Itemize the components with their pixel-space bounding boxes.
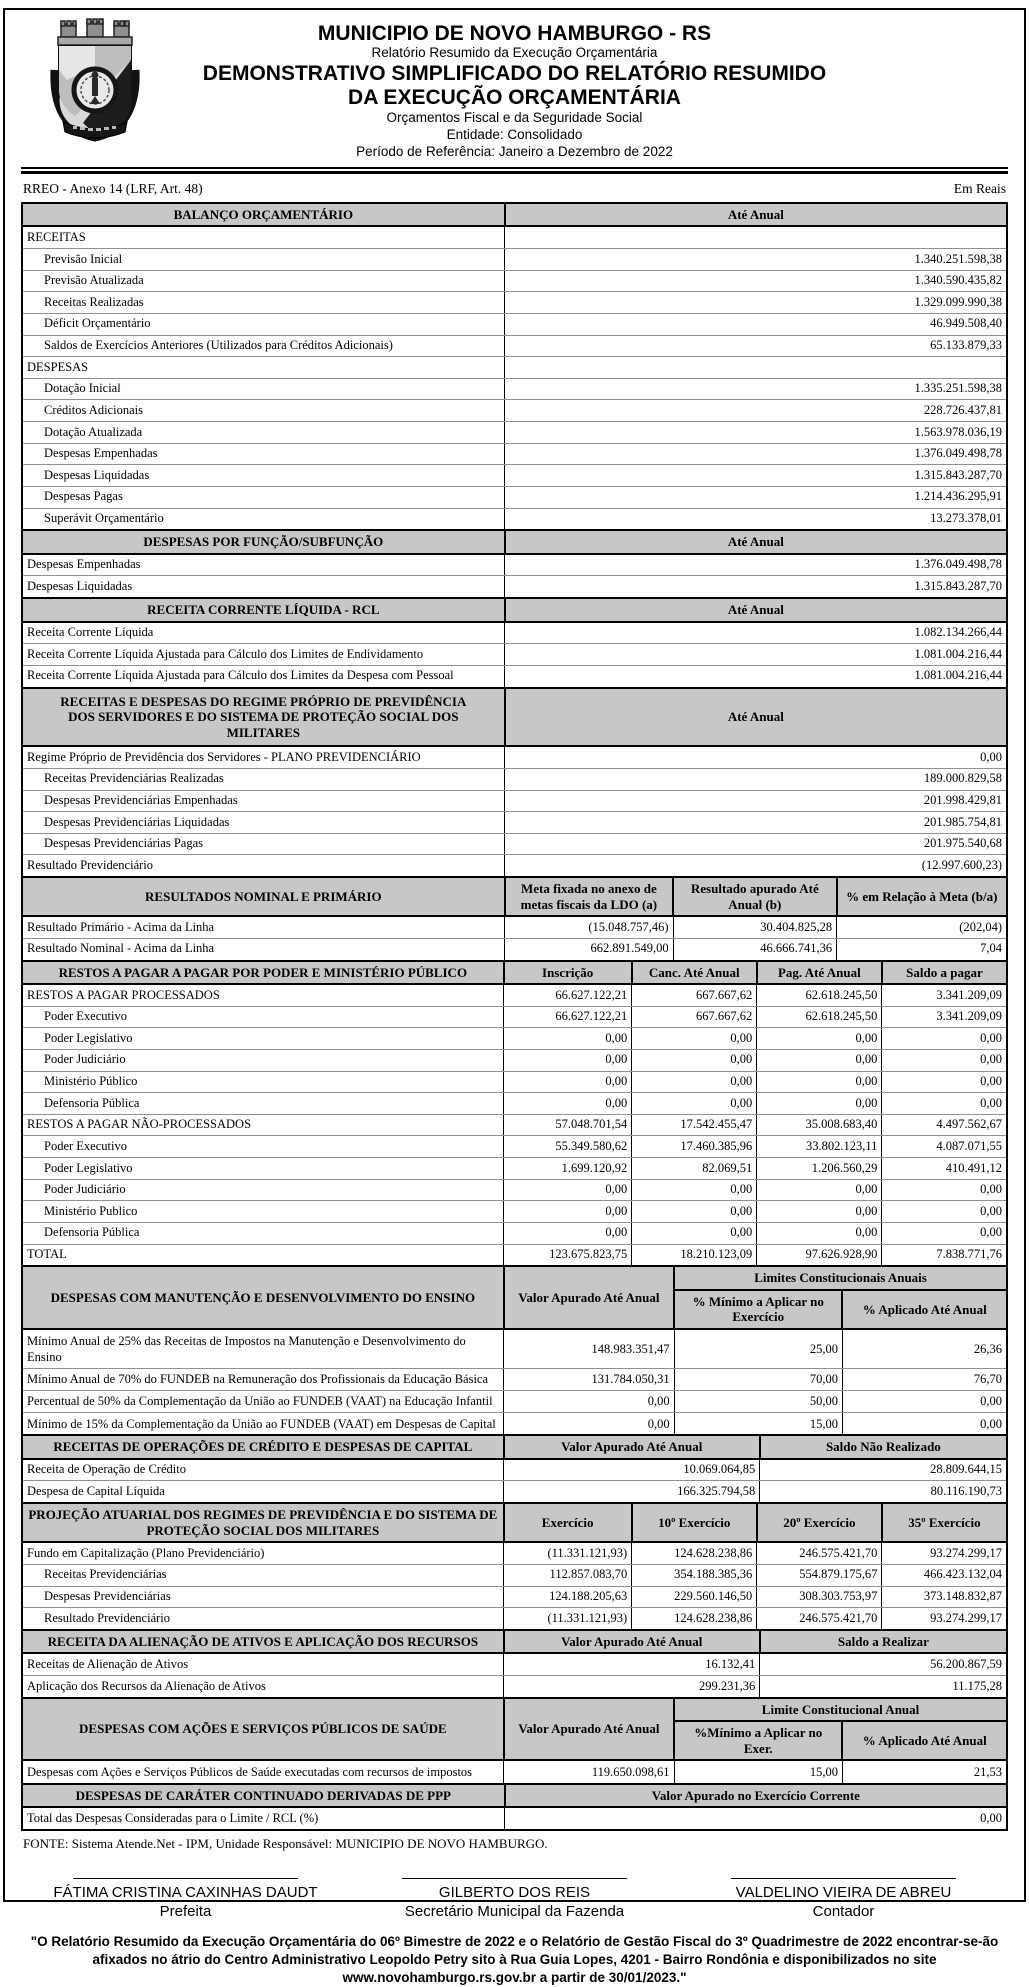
signature-line	[402, 1878, 627, 1879]
column-header: Valor Apurado Até Anual	[504, 1266, 674, 1329]
column-group-header: Limites Constitucionais Anuais	[674, 1266, 1007, 1290]
row-value: 1.315.843.287,70	[505, 576, 1007, 598]
row-value: 0,00	[505, 746, 1007, 768]
row-value: 46.666.741,36	[673, 938, 837, 960]
row-label: Mínimo Anual de 70% do FUNDEB na Remuneração dos Profissionais da Educação Básica	[22, 1368, 504, 1390]
row-label: Créditos Adicionais	[22, 400, 505, 422]
row-value: 0,00	[632, 1201, 757, 1223]
row-label: Ministério Público	[22, 1071, 504, 1093]
row-value: 66.627.122,21	[504, 1006, 632, 1028]
row-value: 4.087.071,55	[882, 1136, 1007, 1158]
row-value: 1.376.049.498,78	[505, 443, 1007, 465]
row-label: Despesas Previdenciárias Empenhadas	[22, 790, 505, 812]
row-value: 123.675.823,75	[504, 1244, 632, 1266]
row-value: 0,00	[757, 1093, 882, 1115]
section-title: RESULTADOS NOMINAL E PRIMÁRIO	[22, 877, 505, 916]
row-label: Receitas Previdenciárias	[22, 1564, 504, 1586]
row-value: 0,00	[504, 1390, 674, 1412]
row-value: 189.000.829,58	[505, 768, 1007, 790]
row-label: Despesas Liquidadas	[22, 576, 505, 598]
row-label: Despesa de Capital Líquida	[22, 1481, 504, 1503]
row-value: 0,00	[632, 1179, 757, 1201]
row-label: Percentual de 50% da Complementação da União ao FUNDEB (VAAT) na Educação Infantil	[22, 1390, 504, 1412]
entity-line: Entidade: Consolidado	[446, 127, 583, 143]
signer-role: Contador	[812, 1903, 875, 1921]
row-value: 0,00	[632, 1093, 757, 1115]
row-value: 166.325.794,58	[504, 1481, 760, 1503]
row-value	[505, 226, 1007, 248]
row-value: 124.188.205,63	[504, 1586, 632, 1608]
row-value: 1.329.099.990,38	[505, 292, 1007, 314]
row-value: 0,00	[632, 1049, 757, 1071]
column-header: 20º Exercício	[757, 1503, 882, 1542]
row-label: Despesas Previdenciárias	[22, 1586, 504, 1608]
row-value: 50,00	[674, 1390, 842, 1412]
row-value: 16.132,41	[504, 1653, 760, 1675]
row-value: 18.210.123,09	[632, 1244, 757, 1266]
row-value: 229.560.146,50	[632, 1586, 757, 1608]
column-header: Saldo a Realizar	[760, 1630, 1007, 1654]
row-value: 0,00	[757, 1222, 882, 1244]
row-value: 228.726.437,81	[505, 400, 1007, 422]
row-value: 46.949.508,40	[505, 313, 1007, 335]
row-value: 30.404.825,28	[673, 916, 837, 938]
row-value: 7.838.771,76	[882, 1244, 1007, 1266]
row-label: Resultado Previdenciário	[22, 1608, 504, 1630]
row-value: 354.188.385,36	[632, 1564, 757, 1586]
table-ppp	[21, 1783, 1008, 1831]
report-header	[21, 10, 1008, 161]
row-value: 0,00	[757, 1028, 882, 1050]
row-value: 3.341.209,09	[882, 1006, 1007, 1028]
row-label: Despesas Previdenciárias Pagas	[22, 833, 505, 855]
signature-line	[731, 1878, 956, 1879]
row-value: 0,00	[504, 1071, 632, 1093]
row-value: 0,00	[504, 1028, 632, 1050]
row-value: 3.341.209,09	[882, 984, 1007, 1006]
table-resultados	[21, 876, 1008, 961]
row-value: 0,00	[757, 1049, 882, 1071]
row-value: (12.997.600,23)	[505, 855, 1007, 877]
row-value: 1.315.843.287,70	[505, 465, 1007, 487]
row-value: 1.214.436.295,91	[505, 486, 1007, 508]
row-value: 11.175,28	[760, 1676, 1007, 1698]
table-saude	[21, 1697, 1008, 1785]
row-label: Receita de Operação de Crédito	[22, 1459, 504, 1481]
row-value: 76,70	[842, 1368, 1007, 1390]
row-label: Receitas Realizadas	[22, 292, 505, 314]
row-label: Receitas de Alienação de Ativos	[22, 1653, 504, 1675]
table-rcl	[21, 597, 1008, 688]
row-label: Poder Judiciário	[22, 1179, 504, 1201]
row-label: Ministério Publico	[22, 1201, 504, 1223]
table-projecao-atuarial	[21, 1502, 1008, 1631]
row-label: Despesas Previdenciárias Liquidadas	[22, 812, 505, 834]
row-label: TOTAL	[22, 1244, 504, 1266]
row-value: 0,00	[504, 1413, 674, 1436]
section-title: RECEITA DA ALIENAÇÃO DE ATIVOS E APLICAÇÃO DOS RECURSOS	[22, 1630, 504, 1654]
row-value: 0,00	[505, 1807, 1007, 1830]
row-value: 246.575.421,70	[757, 1608, 882, 1630]
row-value: 10.069.064,85	[504, 1459, 760, 1481]
table-despesas-funcao	[21, 529, 1008, 599]
column-header: 35º Exercício	[882, 1503, 1007, 1542]
row-label: Total das Despesas Consideradas para o Limite / RCL (%)	[22, 1807, 505, 1830]
row-value: 308.303.753,97	[757, 1586, 882, 1608]
row-value: 35.008.683,40	[757, 1114, 882, 1136]
row-label: Mínimo de 15% da Complementação da União ao FUNDEB (VAAT) em Despesas de Capital	[22, 1413, 504, 1436]
row-label: Despesas Empenhadas	[22, 554, 505, 576]
row-label: Poder Executivo	[22, 1136, 504, 1158]
row-value: 25,00	[674, 1329, 842, 1368]
column-header: Inscrição	[504, 961, 632, 985]
table-alienacao-ativos	[21, 1629, 1008, 1699]
table-operacoes-credito	[21, 1434, 1008, 1504]
row-label: Poder Legislativo	[22, 1158, 504, 1180]
table-balanco-orcamentario	[21, 202, 1008, 531]
column-header: Até Anual	[505, 203, 1007, 227]
row-value: 93.274.299,17	[882, 1542, 1007, 1564]
row-value: 4.497.562,67	[882, 1114, 1007, 1136]
signer-role: Secretário Municipal da Fazenda	[404, 1903, 625, 1921]
row-label: Aplicação dos Recursos da Alienação de Ativos	[22, 1676, 504, 1698]
row-label: Resultado Previdenciário	[22, 855, 505, 877]
signer-name: GILBERTO DOS REIS	[438, 1883, 591, 1901]
column-header: Valor Apurado Até Anual	[504, 1698, 674, 1761]
column-header: Até Anual	[505, 598, 1007, 622]
signer-name: FÁTIMA CRISTINA CAXINHAS DAUDT	[53, 1883, 318, 1901]
row-value: 124.628.238,86	[632, 1542, 757, 1564]
row-value: 82.069,51	[632, 1158, 757, 1180]
signature-contador	[679, 1878, 1008, 1923]
section-title: RECEITAS DE OPERAÇÕES DE CRÉDITO E DESPESAS DE CAPITAL	[22, 1435, 504, 1459]
row-value: 662.891.549,00	[505, 938, 673, 960]
row-label: Déficit Orçamentário	[22, 313, 505, 335]
row-value: 0,00	[757, 1201, 882, 1223]
column-header: Até Anual	[505, 688, 1007, 747]
column-header: % Aplicado Até Anual	[842, 1290, 1007, 1329]
row-value: 28.809.644,15	[760, 1459, 1007, 1481]
publication-note: "O Relatório Resumido da Execução Orçamentária do 06º Bimestre de 2022 e o Relatório de Gestão Fiscal do 3º Quadrimestre de 2022 encontrar-se-ão afixados no átrio do Centro Administrativo Leopoldo Petry sito à Rua Guia Lopes, 4201 - Bairro Rondônia e disponibilizados no site www.novohamburgo.rs.gov.br a partir de 30/01/2023."	[30, 1933, 999, 1986]
row-value: 148.983.351,47	[504, 1329, 674, 1368]
signature-secretario	[350, 1878, 679, 1923]
row-value: 0,00	[882, 1222, 1007, 1244]
row-value: 0,00	[504, 1179, 632, 1201]
report-page	[3, 8, 1026, 1986]
column-header: Saldo a pagar	[882, 961, 1007, 985]
row-label: Mínimo Anual de 25% das Receitas de Impostos na Manutenção e Desenvolvimento do Ensino	[22, 1329, 504, 1368]
column-header: Valor Apurado no Exercício Corrente	[505, 1784, 1007, 1808]
row-value: 1.699.120,92	[504, 1158, 632, 1180]
column-header: Valor Apurado Até Anual	[504, 1630, 760, 1654]
signer-role: Prefeita	[159, 1903, 212, 1921]
row-label: Receita Corrente Líquida Ajustada para Cálculo dos Limites da Despesa com Pessoal	[22, 665, 505, 687]
reference-period: Período de Referência: Janeiro a Dezembro de 2022	[356, 144, 673, 159]
row-value: 201.985.754,81	[505, 812, 1007, 834]
row-value: 21,53	[842, 1760, 1007, 1783]
row-value: 0,00	[882, 1201, 1007, 1223]
row-value: 62.618.245,50	[757, 1006, 882, 1028]
section-title: DESPESAS COM MANUTENÇÃO E DESENVOLVIMENTO DO ENSINO	[22, 1266, 504, 1329]
row-value: 119.650.098,61	[504, 1760, 674, 1783]
municipality-name: MUNICIPIO DE NOVO HAMBURGO - RS	[317, 22, 712, 45]
row-value: 1.081.004.216,44	[505, 644, 1007, 666]
row-value: 93.274.299,17	[882, 1608, 1007, 1630]
row-value: 1.340.251.598,38	[505, 249, 1007, 271]
section-title: PROJEÇÃO ATUARIAL DOS REGIMES DE PREVIDÊNCIA E DO SISTEMA DE PROTEÇÃO SOCIAL DOS MILITARES	[22, 1503, 504, 1542]
row-value: 17.542.455,47	[632, 1114, 757, 1136]
section-title: RECEITAS E DESPESAS DO REGIME PRÓPRIO DE PREVIDÊNCIA DOS SERVIDORES E DO SISTEMA DE PROTEÇÃO SOCIAL DOS MILITARES	[22, 688, 505, 747]
row-value: 667.667,62	[632, 984, 757, 1006]
row-value: 0,00	[842, 1413, 1007, 1436]
row-value: 1.335.251.598,38	[505, 378, 1007, 400]
row-label: Defensoria Pública	[22, 1222, 504, 1244]
signature-line	[73, 1878, 298, 1879]
signature-block	[21, 1878, 1008, 1923]
column-header: Exercício	[504, 1503, 632, 1542]
row-label: Despesas com Ações e Serviços Públicos de Saúde executadas com recursos de impostos	[22, 1760, 504, 1783]
row-label: Poder Executivo	[22, 1006, 504, 1028]
section-title: RECEITA CORRENTE LÍQUIDA - RCL	[22, 598, 505, 622]
row-value: 554.879.175,67	[757, 1564, 882, 1586]
row-value	[505, 357, 1007, 379]
row-value: (11.331.121,93)	[504, 1608, 632, 1630]
signer-name: VALDELINO VIEIRA DE ABREU	[735, 1883, 952, 1901]
column-header: Canc. Até Anual	[632, 961, 757, 985]
row-value: 1.082.134.266,44	[505, 622, 1007, 644]
row-label: Previsão Atualizada	[22, 270, 505, 292]
row-value: 131.784.050,31	[504, 1368, 674, 1390]
row-value: 17.460.385,96	[632, 1136, 757, 1158]
row-value: 1.081.004.216,44	[505, 665, 1007, 687]
row-label: Regime Próprio de Previdência dos Servidores - PLANO PREVIDENCIÁRIO	[22, 746, 505, 768]
column-header: Até Anual	[505, 530, 1007, 554]
row-value: (202,04)	[837, 916, 1007, 938]
row-label: Saldos de Exercícios Anteriores (Utilizados para Créditos Adicionais)	[22, 335, 505, 357]
row-label: Defensoria Pública	[22, 1093, 504, 1115]
row-value: 667.667,62	[632, 1006, 757, 1028]
column-header: %Mínimo a Aplicar no Exer.	[674, 1721, 842, 1760]
column-header: % em Relação à Meta (b/a)	[837, 877, 1007, 916]
row-label: Dotação Inicial	[22, 378, 505, 400]
row-label: Despesas Empenhadas	[22, 443, 505, 465]
currency-note: Em Reais	[953, 180, 1006, 196]
report-reference: RREO - Anexo 14 (LRF, Art. 48)	[23, 180, 203, 196]
column-header: Meta fixada no anexo de metas fiscais da LDO (a)	[505, 877, 673, 916]
row-label: Superávit Orçamentário	[22, 508, 505, 530]
row-value: 410.491,12	[882, 1158, 1007, 1180]
signature-prefeita	[21, 1878, 350, 1923]
row-value: 201.998.429,81	[505, 790, 1007, 812]
source-note: FONTE: Sistema Atende.Net - IPM, Unidade Responsável: MUNICIPIO DE NOVO HAMBURGO.	[23, 1835, 548, 1851]
row-label: RESTOS A PAGAR NÃO-PROCESSADOS	[22, 1114, 504, 1136]
row-value: 57.048.701,54	[504, 1114, 632, 1136]
row-value: 0,00	[632, 1071, 757, 1093]
row-value: 1.206.560,29	[757, 1158, 882, 1180]
row-value: 0,00	[632, 1028, 757, 1050]
row-value: 15,00	[674, 1760, 842, 1783]
row-label: RECEITAS	[22, 226, 505, 248]
column-header: Pag. Até Anual	[757, 961, 882, 985]
row-value: 0,00	[882, 1028, 1007, 1050]
row-value: 0,00	[504, 1201, 632, 1223]
row-value: 26,36	[842, 1329, 1007, 1368]
row-label: Dotação Atualizada	[22, 422, 505, 444]
column-header: 10º Exercício	[632, 1503, 757, 1542]
row-value: 1.376.049.498,78	[505, 554, 1007, 576]
row-value: (15.048.757,46)	[505, 916, 673, 938]
row-label: RESTOS A PAGAR PROCESSADOS	[22, 984, 504, 1006]
table-restos-a-pagar	[21, 960, 1008, 1268]
column-header: % Mínimo a Aplicar no Exercício	[674, 1290, 842, 1329]
row-value: 1.340.590.435,82	[505, 270, 1007, 292]
row-value: 0,00	[757, 1071, 882, 1093]
row-value: 33.802.123,11	[757, 1136, 882, 1158]
row-value: 70,00	[674, 1368, 842, 1390]
row-label: Fundo em Capitalização (Plano Previdenciário)	[22, 1542, 504, 1564]
report-title-line1: DEMONSTRATIVO SIMPLIFICADO DO RELATÓRIO RESUMIDO	[202, 61, 827, 85]
row-value: 1.563.978.036,19	[505, 422, 1007, 444]
row-value: 56.200.867,59	[760, 1653, 1007, 1675]
row-label: Poder Judiciário	[22, 1049, 504, 1071]
row-value: 0,00	[757, 1179, 882, 1201]
row-label: Despesas Pagas	[22, 486, 505, 508]
column-header: Resultado apurado Até Anual (b)	[673, 877, 837, 916]
row-value: 15,00	[674, 1413, 842, 1436]
row-value: 0,00	[842, 1390, 1007, 1412]
budget-scope: Orçamentos Fiscal e da Seguridade Social	[386, 110, 643, 126]
row-value: 55.349.580,62	[504, 1136, 632, 1158]
table-ensino	[21, 1265, 1008, 1436]
row-value: 65.133.879,33	[505, 335, 1007, 357]
section-title: BALANÇO ORÇAMENTÁRIO	[22, 203, 505, 227]
row-value: 66.627.122,21	[504, 984, 632, 1006]
row-label: Resultado Nominal - Acima da Linha	[22, 938, 505, 960]
row-value: 13.273.378,01	[505, 508, 1007, 530]
row-value: 299.231,36	[504, 1676, 760, 1698]
row-label: Poder Legislativo	[22, 1028, 504, 1050]
row-value: 246.575.421,70	[757, 1542, 882, 1564]
row-value: 0,00	[632, 1222, 757, 1244]
row-label: Receita Corrente Líquida	[22, 622, 505, 644]
row-value: 62.618.245,50	[757, 984, 882, 1006]
row-value: 201.975.540,68	[505, 833, 1007, 855]
header-divider	[21, 167, 1008, 174]
row-value: 466.423.132,04	[882, 1564, 1007, 1586]
row-value: 0,00	[882, 1049, 1007, 1071]
section-title: DESPESAS DE CARÁTER CONTINUADO DERIVADAS DE PPP	[22, 1784, 505, 1808]
table-rpps	[21, 687, 1008, 879]
row-value: 0,00	[882, 1179, 1007, 1201]
row-value: (11.331.121,93)	[504, 1542, 632, 1564]
row-value: 0,00	[504, 1222, 632, 1244]
column-group-header: Limite Constitucional Anual	[674, 1698, 1007, 1722]
row-value: 0,00	[882, 1093, 1007, 1115]
column-header: Valor Apurado Até Anual	[504, 1435, 760, 1459]
row-value: 80.116.190,73	[760, 1481, 1007, 1503]
municipal-coat-of-arms-logo	[49, 20, 141, 142]
row-value: 7,04	[837, 938, 1007, 960]
column-header: Saldo Não Realizado	[760, 1435, 1007, 1459]
column-header: % Aplicado Até Anual	[842, 1721, 1007, 1760]
row-value: 97.626.928,90	[757, 1244, 882, 1266]
row-value: 0,00	[504, 1093, 632, 1115]
row-value: 124.628.238,86	[632, 1608, 757, 1630]
report-title-line2: DA EXECUÇÃO ORÇAMENTÁRIA	[348, 86, 681, 110]
report-type-subtitle: Relatório Resumido da Execução Orçamentária	[371, 45, 658, 61]
section-title: RESTOS A PAGAR A PAGAR POR PODER E MINISTÉRIO PÚBLICO	[22, 961, 504, 985]
row-label: Resultado Primário - Acima da Linha	[22, 916, 505, 938]
row-value: 373.148.832,87	[882, 1586, 1007, 1608]
row-label: Previsão Inicial	[22, 249, 505, 271]
row-label: Receita Corrente Líquida Ajustada para Cálculo dos Limites de Endividamento	[22, 644, 505, 666]
row-value: 0,00	[504, 1049, 632, 1071]
row-label: Receitas Previdenciárias Realizadas	[22, 768, 505, 790]
section-title: DESPESAS POR FUNÇÃO/SUBFUNÇÃO	[22, 530, 505, 554]
section-title: DESPESAS COM AÇÕES E SERVIÇOS PÚBLICOS DE SAÚDE	[22, 1698, 504, 1761]
row-value: 0,00	[882, 1071, 1007, 1093]
row-value: 112.857.083,70	[504, 1564, 632, 1586]
row-label: Despesas Liquidadas	[22, 465, 505, 487]
row-label: DESPESAS	[22, 357, 505, 379]
